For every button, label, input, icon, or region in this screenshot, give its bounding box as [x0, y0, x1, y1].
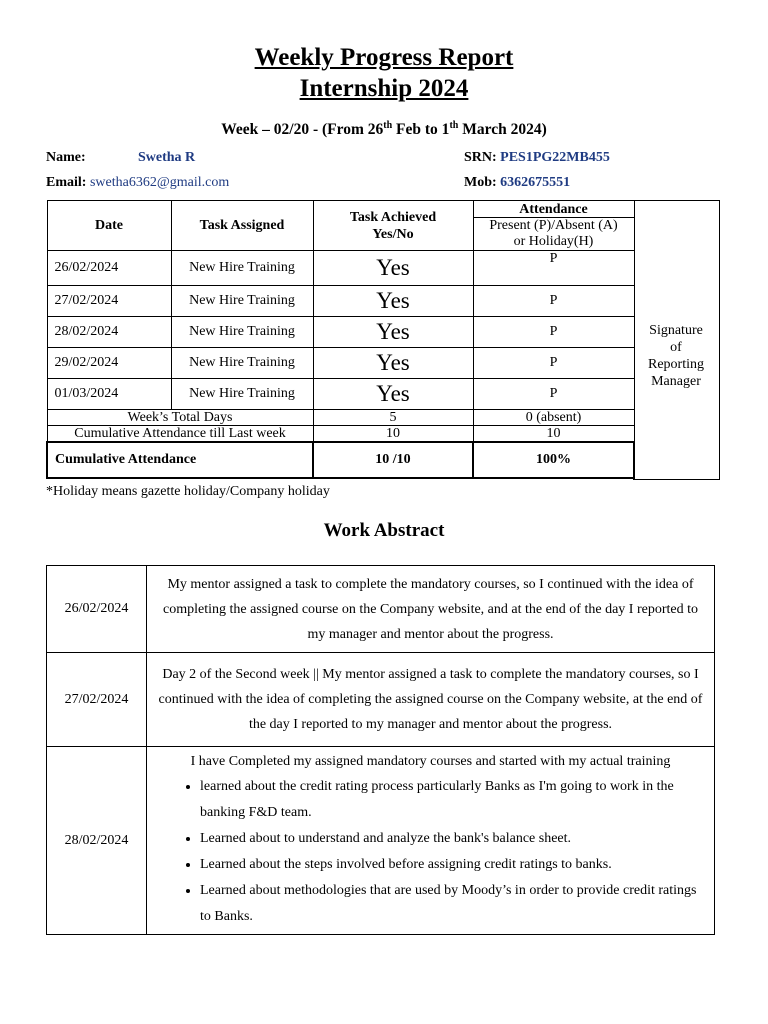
- table-row: 27/02/2024 New Hire Training Yes P: [47, 286, 634, 317]
- total-days-row: Week’s Total Days 5 0 (absent): [47, 410, 634, 426]
- name-value: Swetha R: [138, 150, 196, 165]
- email-field: Email: swetha6362@gmail.com: [46, 175, 230, 190]
- name-field: [46, 150, 86, 166]
- week-range: Week – 02/20 - (From 26th Feb to 1th March 2024): [221, 120, 547, 139]
- list-item: • Learned about to understand and analyze the bank's balance sheet.: [200, 826, 706, 852]
- srn-field: SRN: PES1PG22MB455: [464, 150, 610, 165]
- header-achieved: Task Achieved Yes/No: [313, 201, 473, 251]
- table-row: 27/02/2024 Day 2 of the Second week || My mentor assigned a task to complete the mandatory courses, so I continued with the idea of completing the assigned course on the Company website, at the end of the day I reported to my manager and mentor about the progress.: [47, 653, 715, 747]
- list-item: • Learned about methodologies that are used by Moody’s in order to provide credit ratings to Banks.: [200, 878, 706, 930]
- name-label: Name:: [46, 150, 86, 165]
- table-row: 26/02/2024 My mentor assigned a task to complete the mandatory courses, so I continued with the idea of completing the assigned course on the Company website, and at the end of the day I reported to my manager and mentor about the progress.: [47, 566, 715, 653]
- report-subtitle: Internship 2024: [299, 75, 469, 102]
- mob-field: Mob: 6362675551: [464, 175, 571, 190]
- signature-box: Signature of Reporting Manager: [633, 200, 720, 480]
- training-intro: I have Completed my assigned mandatory courses and started with my actual training: [190, 754, 671, 769]
- table-row: 29/02/2024 New Hire Training Yes P: [47, 348, 634, 379]
- table-row: 28/02/2024 New Hire Training Yes P: [47, 317, 634, 348]
- header-attendance: Attendance: [473, 201, 634, 218]
- work-abstract-title: Work Abstract: [323, 520, 445, 541]
- list-item: • Learned about the steps involved before assigning credit ratings to banks.: [200, 852, 706, 878]
- holiday-note: *Holiday means gazette holiday/Company holiday: [46, 484, 330, 499]
- email-value: swetha6362@gmail.com: [89, 175, 230, 190]
- cumulative-attendance-row: Cumulative Attendance 10 /10 100%: [47, 442, 634, 478]
- work-abstract-table: [46, 565, 715, 935]
- cumulative-last-week-row: Cumulative Attendance till Last week 10 10: [47, 426, 634, 443]
- table-row: 01/03/2024 New Hire Training Yes P: [47, 379, 634, 410]
- table-row: 26/02/2024 New Hire Training Yes P: [47, 251, 634, 286]
- header-task: Task Assigned: [171, 201, 313, 251]
- report-title: Weekly Progress Report: [254, 44, 514, 71]
- training-bullets: [155, 774, 706, 930]
- header-date: Date: [47, 201, 171, 251]
- attendance-table: [46, 200, 635, 479]
- list-item: • learned about the credit rating process particularly Banks as I'm going to work in the banking F&D team.: [200, 774, 706, 826]
- table-row: 28/02/2024 I have Completed my assigned mandatory courses and started with my actual training • learned about the credit rating process particularly Banks as I'm going to work in the banking F&D team. • Learned about to understand and analyze the bank's balance sheet. • Learned about the steps involved before assigning credit ratings to banks. • Learned about methodologies that are used by Moody’s in order to provide credit ratings to Banks.: [47, 747, 715, 935]
- header-attendance-sub: Present (P)/Absent (A) or Holiday(H): [473, 218, 634, 251]
